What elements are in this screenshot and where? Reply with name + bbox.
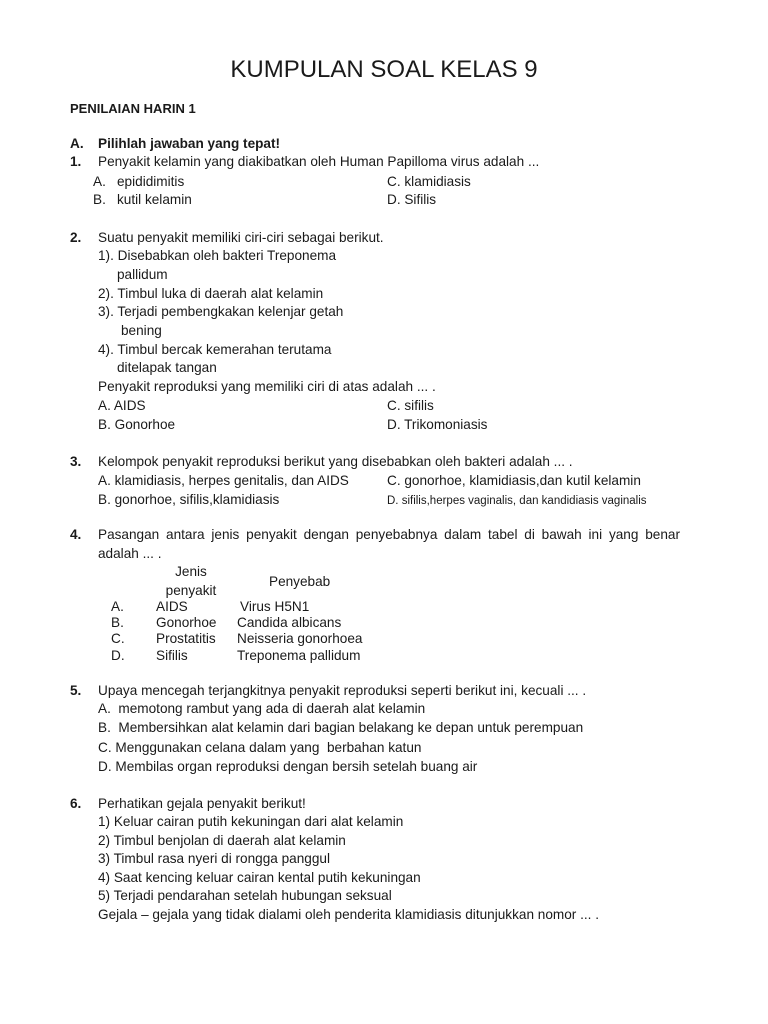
- row-cause: Virus H5N1: [240, 599, 310, 614]
- section-letter: A.: [70, 136, 84, 151]
- row-disease: Prostatitis: [156, 631, 216, 646]
- question-text: Penyakit kelamin yang diakibatkan oleh Human Papilloma virus adalah ...: [98, 154, 540, 169]
- table-header-disease-line2: penyakit: [165, 583, 217, 598]
- criteria-line: bening: [121, 323, 162, 338]
- page-title: KUMPULAN SOAL KELAS 9: [230, 56, 538, 83]
- question-text: Suatu penyakit memiliki ciri-ciri sebagai berikut.: [98, 230, 384, 245]
- page-subtitle: PENILAIAN HARIN 1: [70, 101, 196, 116]
- question-prompt: Penyakit reproduksi yang memiliki ciri di atas adalah ... .: [98, 379, 436, 394]
- symptom-line: 4) Saat kencing keluar cairan kental putih kekuningan: [98, 870, 421, 885]
- option-c: C. gonorhoe, klamidiasis,dan kutil kelamin: [387, 473, 641, 488]
- option-a: A. memotong rambut yang ada di daerah alat kelamin: [98, 701, 426, 716]
- symptom-line: 3) Timbul rasa nyeri di rongga panggul: [98, 851, 330, 866]
- option-b: B. Gonorhoe: [98, 417, 176, 432]
- option-d: D. sifilis,herpes vaginalis, dan kandidiasis vaginalis: [387, 495, 647, 507]
- symptom-line: 5) Terjadi pendarahan setelah hubungan seksual: [98, 888, 392, 903]
- option-b: kutil kelamin: [117, 192, 192, 207]
- question-text: Pasangan antara jenis penyakit dengan penyebabnya dalam tabel di bawah ini yang benar: [98, 527, 680, 542]
- option-c: C. sifilis: [387, 398, 434, 413]
- option-a: A. AIDS: [98, 398, 146, 413]
- criteria-line: pallidum: [117, 267, 168, 282]
- criteria-line: 3). Terjadi pembengkakan kelenjar getah: [98, 304, 344, 319]
- option-d: D. Trikomoniasis: [387, 417, 488, 432]
- section-instruction: Pilihlah jawaban yang tepat!: [98, 136, 281, 151]
- option-d: D. Membilas organ reproduksi dengan bersih setelah buang air: [98, 759, 478, 774]
- criteria-line: 2). Timbul luka di daerah alat kelamin: [98, 286, 324, 301]
- option-a-letter: A.: [93, 174, 106, 189]
- question-number: 1.: [70, 154, 82, 169]
- row-disease: Sifilis: [156, 648, 188, 663]
- table-header-disease-line1: Jenis: [175, 564, 207, 579]
- question-number: 6.: [70, 796, 82, 811]
- row-letter: A.: [111, 599, 124, 614]
- option-c: C. Menggunakan celana dalam yang berbahan katun: [98, 740, 422, 755]
- option-b: B. Membersihkan alat kelamin dari bagian belakang ke depan untuk perempuan: [98, 720, 584, 735]
- option-b: B. gonorhoe, sifilis,klamidiasis: [98, 492, 280, 507]
- symptom-line: 1) Keluar cairan putih kekuningan dari alat kelamin: [98, 814, 404, 829]
- question-number: 5.: [70, 683, 82, 698]
- criteria-line: ditelapak tangan: [117, 360, 217, 375]
- row-cause: Candida albicans: [237, 615, 342, 630]
- question-text-continued: adalah ... .: [98, 546, 162, 561]
- question-number: 4.: [70, 527, 82, 542]
- question-text: Kelompok penyakit reproduksi berikut yang disebabkan oleh bakteri adalah ... .: [98, 454, 573, 469]
- row-disease: AIDS: [156, 599, 188, 614]
- row-letter: C.: [111, 631, 125, 646]
- question-number: 3.: [70, 454, 82, 469]
- question-number: 2.: [70, 230, 82, 245]
- option-b-letter: B.: [93, 192, 106, 207]
- row-letter: B.: [111, 615, 124, 630]
- option-a: epididimitis: [117, 174, 185, 189]
- symptom-line: 2) Timbul benjolan di daerah alat kelamin: [98, 833, 346, 848]
- criteria-line: 4). Timbul bercak kemerahan terutama: [98, 342, 332, 357]
- criteria-line: 1). Disebabkan oleh bakteri Treponema: [98, 248, 337, 263]
- question-text: Upaya mencegah terjangkitnya penyakit reproduksi seperti berikut ini, kecuali ... .: [98, 683, 587, 698]
- option-c: C. klamidiasis: [387, 174, 471, 189]
- row-disease: Gonorhoe: [156, 615, 217, 630]
- row-letter: D.: [111, 648, 125, 663]
- row-cause: Neisseria gonorhoea: [237, 631, 363, 646]
- option-a: A. klamidiasis, herpes genitalis, dan AIDS: [98, 473, 349, 488]
- option-d: D. Sifilis: [387, 192, 437, 207]
- table-header-cause: Penyebab: [269, 574, 331, 589]
- question-prompt: Gejala – gejala yang tidak dialami oleh penderita klamidiasis ditunjukkan nomor ... .: [98, 907, 599, 922]
- question-text: Perhatikan gejala penyakit berikut!: [98, 796, 306, 811]
- row-cause: Treponema pallidum: [237, 648, 361, 663]
